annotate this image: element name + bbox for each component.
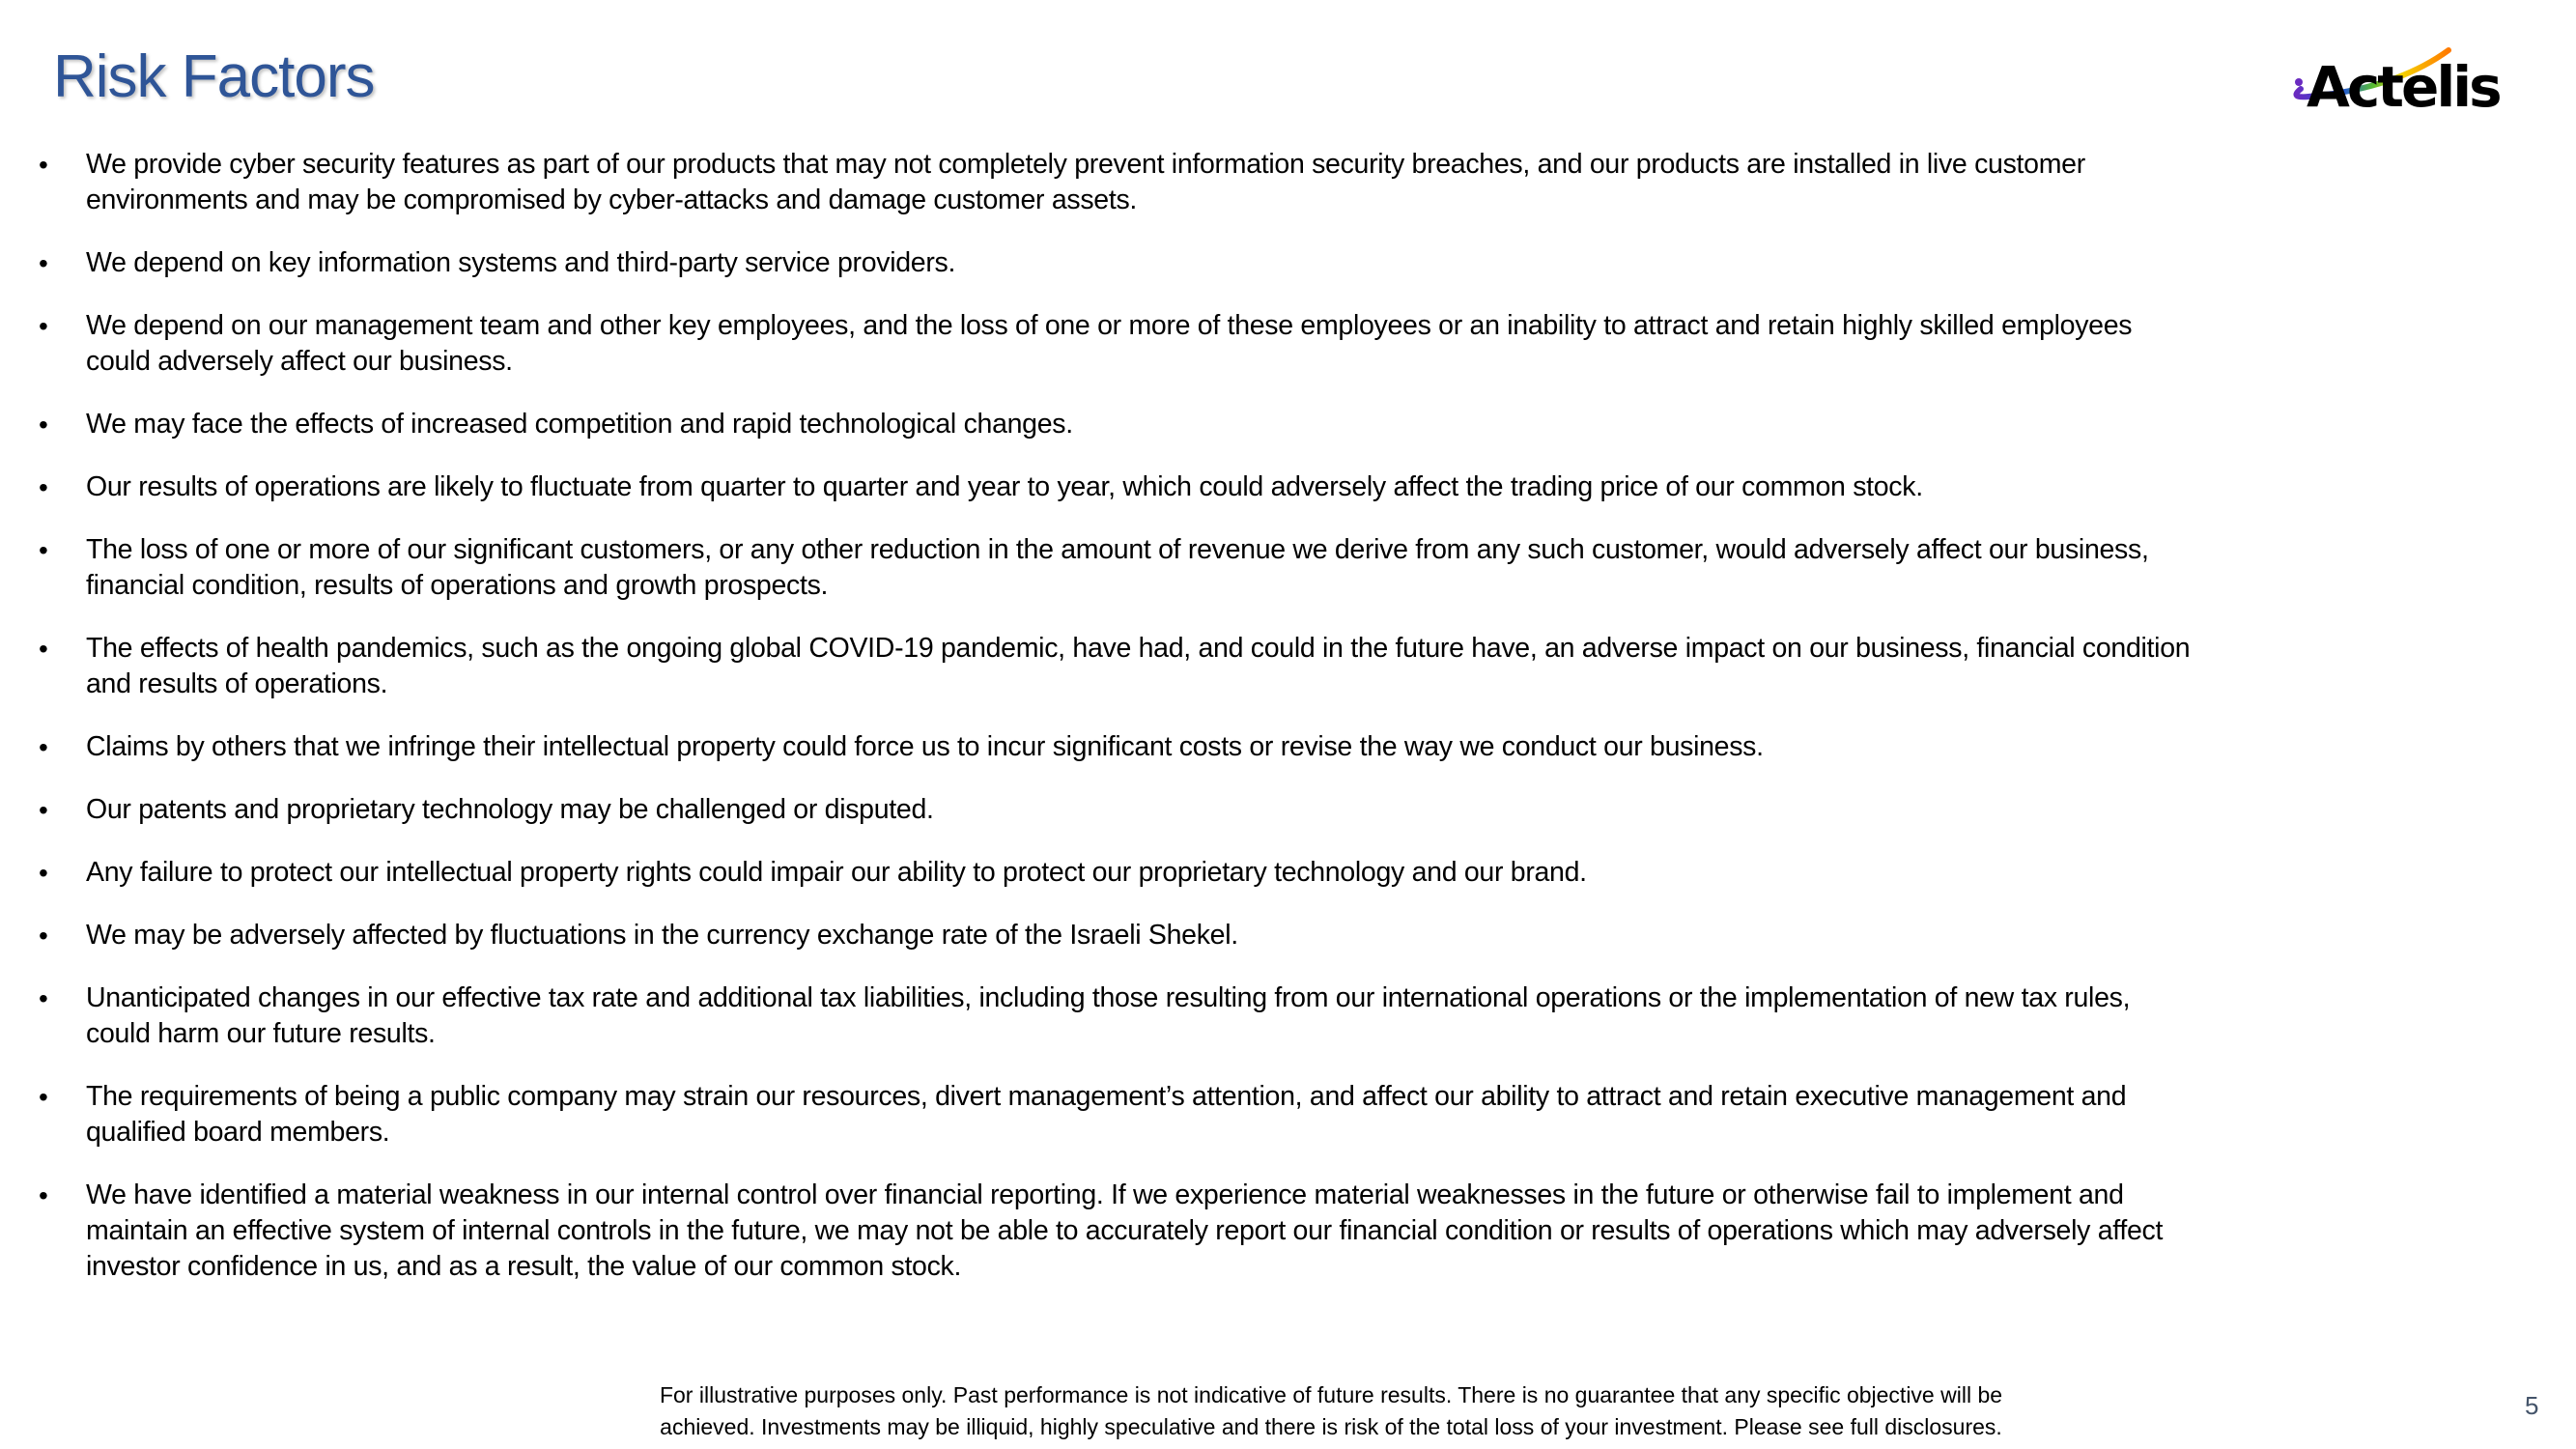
risk-factor-item: [0, 407, 2190, 442]
risk-factor-item: [0, 308, 2190, 380]
bullet-icon: •: [39, 795, 48, 825]
risk-factor-item: [0, 918, 2190, 953]
risk-factor-text: We may be adversely affected by fluctuations in the currency exchange rate of the Israeli Shekel.: [86, 920, 1238, 951]
bullet-icon: •: [39, 1082, 48, 1112]
risk-factor-text: The effects of health pandemics, such as the ongoing global COVID-19 pandemic, have had, and could in the future have, an adverse impact on our business, financial condition: [86, 633, 2191, 664]
risk-factor-text: could harm our future results.: [86, 1018, 436, 1049]
risk-factor-text: and results of operations.: [86, 668, 388, 699]
bullet-icon: •: [39, 410, 48, 440]
risk-factor-item: [0, 980, 2190, 1052]
bullet-icon: •: [39, 634, 48, 664]
risk-factor-text: We provide cyber security features as part of our products that may not completely prevent information security breaches, and our products are installed in live customer: [86, 149, 2085, 180]
risk-factor-item: [0, 1079, 2190, 1151]
risk-factor-item: [0, 532, 2190, 604]
risk-factor-text: financial condition, results of operations and growth prospects.: [86, 570, 829, 601]
bullet-icon: •: [39, 472, 48, 502]
risk-factor-item: [0, 245, 2190, 281]
disclaimer-line: For illustrative purposes only. Past performance is not indicative of future results. There is no guarantee that any specific objective will be: [659, 1382, 2003, 1407]
risk-factor-item: [0, 1178, 2190, 1285]
bullet-icon: •: [39, 150, 48, 180]
risk-factor-text: could adversely affect our business.: [86, 346, 513, 377]
bullet-icon: •: [39, 535, 48, 565]
risk-factor-text: Unanticipated changes in our effective tax rate and additional tax liabilities, including those resulting from our international operations or the implementation of new tax rules,: [86, 982, 2131, 1013]
risk-factor-text: Our patents and proprietary technology may be challenged or disputed.: [86, 794, 934, 825]
disclaimer-line: achieved. Investments may be illiquid, highly speculative and there is risk of the total loss of your investment. Please see full disclosures.: [660, 1414, 2002, 1439]
page-title: Risk Factors: [53, 43, 375, 110]
risk-factor-text: qualified board members.: [86, 1117, 390, 1148]
bullet-icon: •: [39, 1180, 48, 1210]
bullet-icon: •: [39, 248, 48, 278]
risk-factor-text: environments and may be compromised by cyber-attacks and damage customer assets.: [86, 185, 1138, 215]
risk-factor-text: We depend on our management team and other key employees, and the loss of one or more of these employees or an inability to attract and retain highly skilled employees: [86, 310, 2133, 341]
bullet-icon: •: [39, 921, 48, 951]
risk-factor-text: We have identified a material weakness in our internal control over financial reporting. If we experience material weaknesses in the future or otherwise fail to implement and: [86, 1179, 2124, 1210]
actelis-logo: [2279, 39, 2531, 116]
risk-factor-item: [0, 469, 2190, 505]
risk-factor-text: Our results of operations are likely to fluctuate from quarter to quarter and year to year, which could adversely affect the trading price of our common stock.: [86, 471, 1923, 502]
bullet-icon: •: [39, 983, 48, 1013]
risk-factor-item: [0, 729, 2190, 765]
risk-factor-text: investor confidence in us, and as a result, the value of our common stock.: [86, 1251, 962, 1282]
page-number: 5: [2525, 1391, 2539, 1420]
risk-factor-list: [0, 147, 2190, 1312]
risk-factor-item: [0, 792, 2190, 828]
risk-factor-text: We depend on key information systems and third-party service providers.: [86, 247, 956, 278]
risk-factor-text: The requirements of being a public company may strain our resources, divert management’s attention, and affect our ability to attract and retain executive management and: [86, 1081, 2127, 1112]
bullet-icon: •: [39, 732, 48, 762]
svg-text:Actelis: Actelis: [2307, 54, 2500, 116]
risk-factor-item: [0, 631, 2190, 702]
risk-factor-text: maintain an effective system of internal controls in the future, we may not be able to accurately report our financial condition or results of operations which may adversely affect: [86, 1215, 2164, 1246]
risk-factor-text: The loss of one or more of our significant customers, or any other reduction in the amount of revenue we derive from any such customer, would adversely affect our business,: [86, 534, 2149, 565]
risk-factor-text: Claims by others that we infringe their intellectual property could force us to incur significant costs or revise the way we conduct our business.: [86, 731, 1764, 762]
risk-factor-item: [0, 147, 2190, 218]
risk-factor-text: We may face the effects of increased competition and rapid technological changes.: [86, 409, 1073, 440]
disclaimer: [0, 1379, 2576, 1443]
risk-factor-text: Any failure to protect our intellectual property rights could impair our ability to protect our proprietary technology and our brand.: [86, 857, 1587, 888]
bullet-icon: •: [39, 858, 48, 888]
bullet-icon: •: [39, 311, 48, 341]
risk-factor-item: [0, 855, 2190, 891]
